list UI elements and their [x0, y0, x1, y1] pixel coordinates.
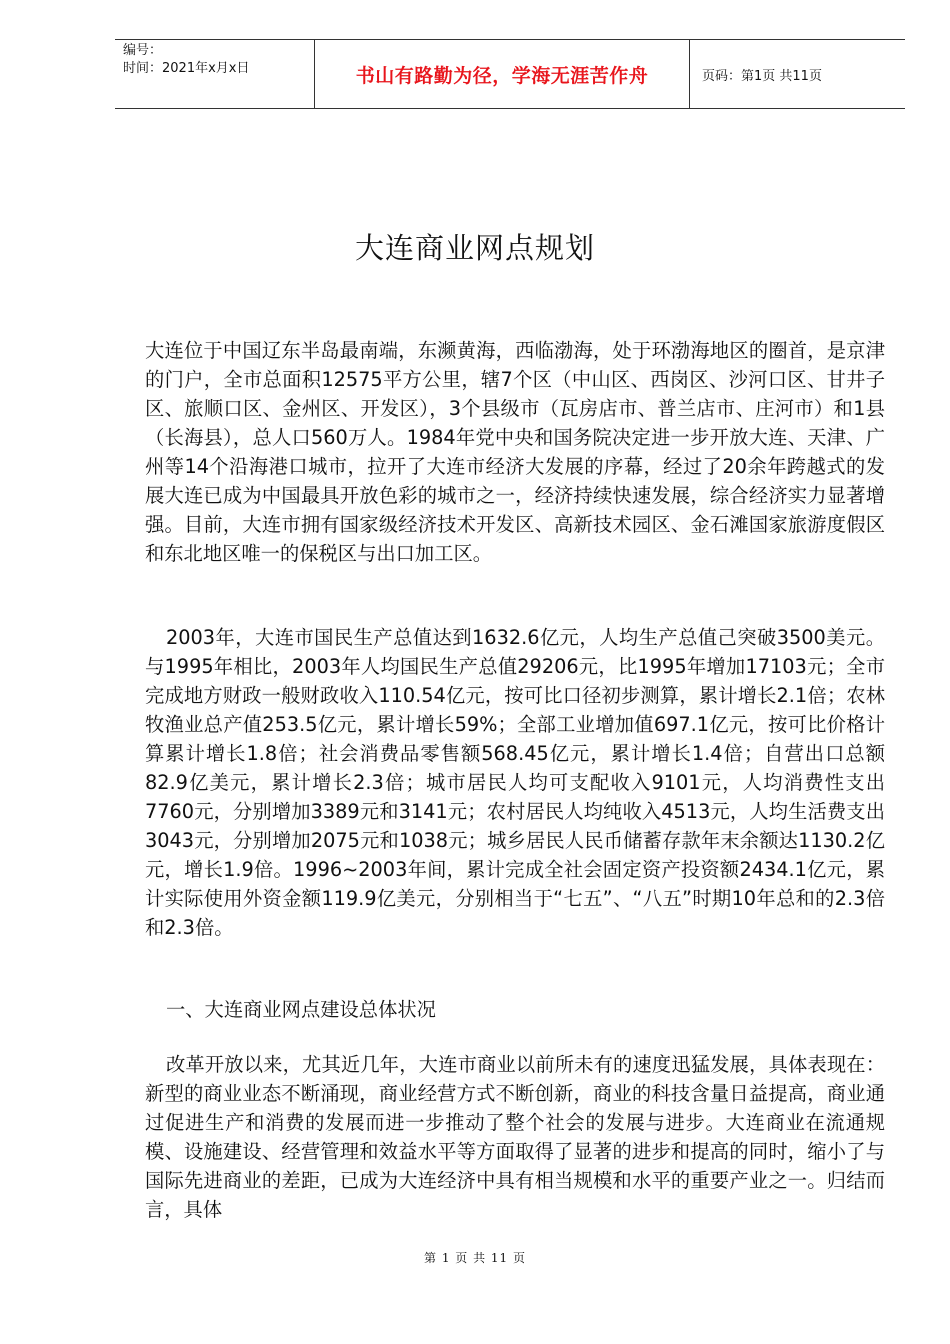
header-page-info: 页码：第1页 共11页 — [702, 68, 822, 84]
page-footer: 第 1 页 共 11 页 — [424, 1251, 526, 1265]
paragraph-economy: 2003年，大连市国民生产总值达到1632.6亿元，人均生产总值己突破3500美元。与1995年相比，2003年人均国民生产总值29206元，比1995年增加17103元；全市完成地方财政一般财政收入110.54亿元，按可比口径初步测算，累计增长2.1倍；农林牧渔业总产值253.5亿元，累计增长59%；全部工业增加值697.1亿元，按可比价格计算累计增长1.8倍；社会消费品零售额568.45亿元，累计增长1.4倍；自营出口总额82.9亿美元，累计增长2.3倍；城市居民人均可支配收入9101元，人均消费性支出7760元，分别增加3389元和3141元；农村居民人均纯收入4513元，人均生活费支出3043元，分别增加2075元和1038元；城乡居民人民币储蓄存款年末余额达1130.2亿元，增长1.9倍。1996~2003年间，累计完成全社会固定资产投资额2434.1亿元，累计实际使用外资金额119.9亿美元，分别相当于“七五”、“八五”时期10年总和的2.3倍和2.3倍。 — [145, 626, 885, 939]
paragraph-intro: 大连位于中国辽东半岛最南端，东濒黄海，西临渤海，处于环渤海地区的圈首，是京津的门户，全市总面积12575平方公里，辖7个区（中山区、西岗区、沙河口区、甘井子区、旅顺口区、金州区、开发区），3个县级市（瓦房店市、普兰店市、庄河市）和1县（长海县），总人口560万人。1984年党中央和国务院决定进一步开放大连、天津、广州等14个沿海港口城市，拉开了大连市经济大发展的序幕，经过了20余年跨越式的发展大连已成为中国最具开放色彩的城市之一，经济持续快速发展，综合经济实力显著增强。目前，大连市拥有国家级经济技术开发区、高新技术园区、金石滩国家旅游度假区和东北地区唯一的保税区与出口加工区。 — [145, 339, 885, 565]
header-meta — [115, 40, 315, 108]
paragraph-commerce: 改革开放以来，尤其近几年，大连市商业以前所未有的速度迅猛发展，具体表现在：新型的商业业态不断涌现，商业经营方式不断创新，商业的科技含量日益提高，商业通过促进生产和消费的发展而进一步推动了整个社会的发展与进步。大连商业在流通规模、设施建设、经营管理和效益水平等方面取得了显著的进步和提高的同时，缩小了与国际先进商业的差距，已成为大连经济中具有相当规模和水平的重要产业之一。归结而言，具体 — [145, 1053, 885, 1221]
page-header — [115, 39, 905, 109]
document-time-label: 时间：2021年x月x日 — [123, 61, 250, 76]
document-title: 大连商业网点规划 — [354, 231, 595, 265]
document-number-label: 编号： — [123, 43, 163, 58]
header-motto: 书山有路勤为径，学海无涯苦作舟 — [315, 40, 690, 108]
section-heading: 一、大连商业网点建设总体状况 — [166, 998, 436, 1021]
